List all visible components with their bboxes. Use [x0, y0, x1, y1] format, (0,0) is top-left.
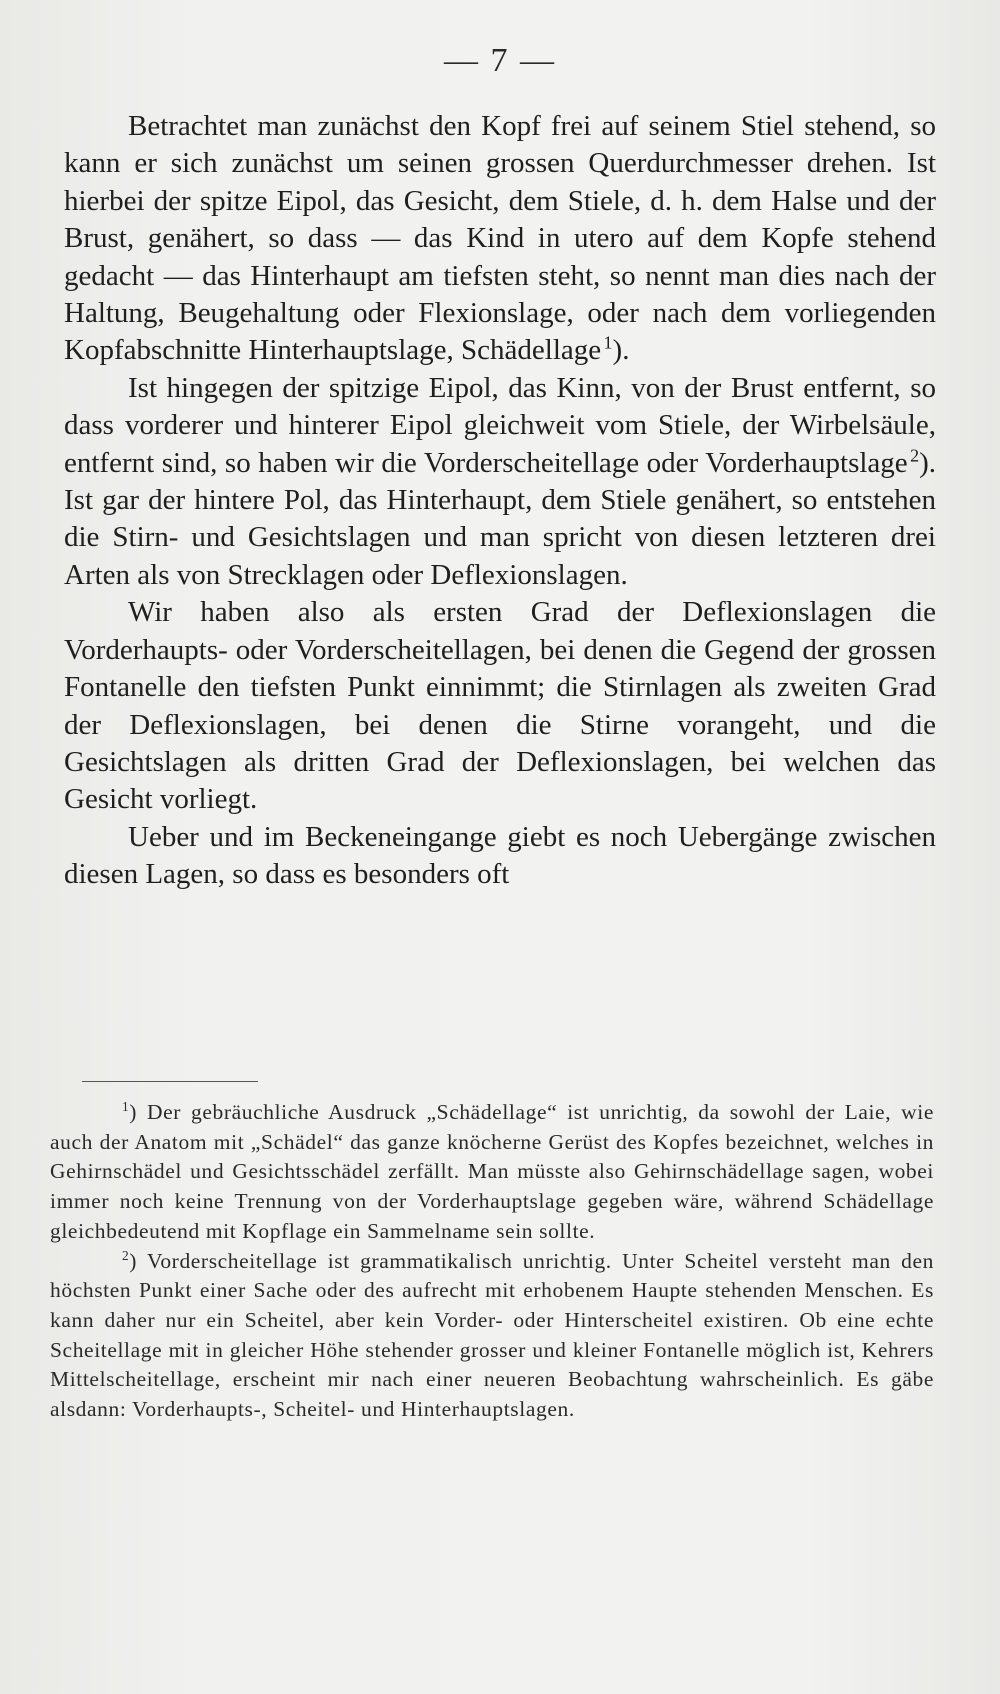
paragraph-1-text: Betrachtet man zunächst den Kopf frei auf seinem Stiel stehend, so kann er sich zunächst um seinen grossen Querdurchmesser drehen. Ist hierbei der spitze Eipol, das Gesicht, dem Stiele, d. h. dem Halse und der Brust, genähert, so dass — das Kind in utero auf dem Kopfe stehend gedacht — das Hinterhaupt am tiefsten steht, so nennt man dies nach der Haltung, Beugehaltung oder Flexionslage, oder nach dem vorliegenden Kopfabschnitte Hinterhauptslage, Schädellage — [64, 110, 936, 367]
paragraph-1-end: ). — [612, 334, 630, 367]
paragraph-2-text: Ist hingegen der spitzige Eipol, das Kinn, von der Brust entfernt, so dass vorderer und hinterer Eipol gleichweit vom Stiele, der Wirbelsäule, entfernt sind, so haben wir die Vorderscheitellage oder Vorderhauptslage — [64, 371, 936, 479]
footnote-ref-2[interactable]: 2 — [910, 445, 920, 465]
paragraph-3: Wir haben also als ersten Grad der Deflexionslagen die Vorderhaupts- oder Vorderscheitellagen, bei denen die Gegend der grossen Fontanelle den tiefsten Punkt einnimmt; die Stirnlagen als zweiten Grad der Deflexionslagen, bei denen die Stirne vorangeht, und die Gesichtslagen als dritten Grad der Deflexionslagen, bei welchen das Gesicht vorliegt. — [64, 596, 936, 816]
footnote-1-marker: 1 — [122, 1098, 130, 1114]
footnote-1 — [50, 1098, 934, 1247]
paragraph-1 — [64, 108, 936, 370]
footnote-2-marker: 2 — [122, 1247, 130, 1263]
page-number: — 7 — — [444, 42, 556, 79]
paragraph-2 — [64, 370, 936, 594]
paragraph-4: Ueber und im Beckeneingange giebt es noch Uebergänge zwischen diesen Lagen, so dass es besonders oft — [64, 820, 936, 891]
main-text — [64, 108, 936, 894]
footnote-2 — [50, 1247, 934, 1425]
footnote-1-text: ) Der gebräuchliche Ausdruck „Schädellage“ ist unrichtig, da sowohl der Laie, wie auch der Anatom mit „Schädel“ das ganze knöcherne Gerüst des Kopfes bezeichnet, welches in Gehirnschädel und Gesichtsschädel zerfällt. Man müsste also Gehirnschädellage sagen, wobei immer noch keine Trennung von der Vorderhauptslage gegeben wäre, während Schädellage gleichbedeutend mit Kopflage ein Sammelname sein sollte. — [50, 1100, 934, 1243]
footnotes — [50, 1098, 934, 1425]
footnote-ref-1[interactable]: 1 — [603, 332, 613, 353]
footnote-2-text: ) Vorderscheitellage ist grammatikalisch unrichtig. Unter Scheitel versteht man den höchsten Punkt einer Sache oder des aufrecht mit erhobenem Haupte stehenden Menschen. Es kann daher nur ein Scheitel, aber kein Vorder- oder Hinterscheitel existiren. Ob eine echte Scheitellage mit in gleicher Höhe stehender grosser und kleiner Fontanelle möglich ist, Kehrers Mittelscheitellage, erscheint mir nach einer neueren Beobachtung wahrscheinlich. Es gäbe alsdann: Vorderhaupts-, Scheitel- und Hinterhauptslagen. — [50, 1248, 934, 1422]
paragraph-2-end: ). Ist gar der hintere Pol, das Hinterhaupt, dem Stiele genähert, so entstehen die Stirn- und Gesichtslagen und man spricht von diesen letzteren drei Arten als von Strecklagen oder Deflexionslagen. — [64, 446, 936, 591]
footnote-divider — [82, 1081, 258, 1082]
